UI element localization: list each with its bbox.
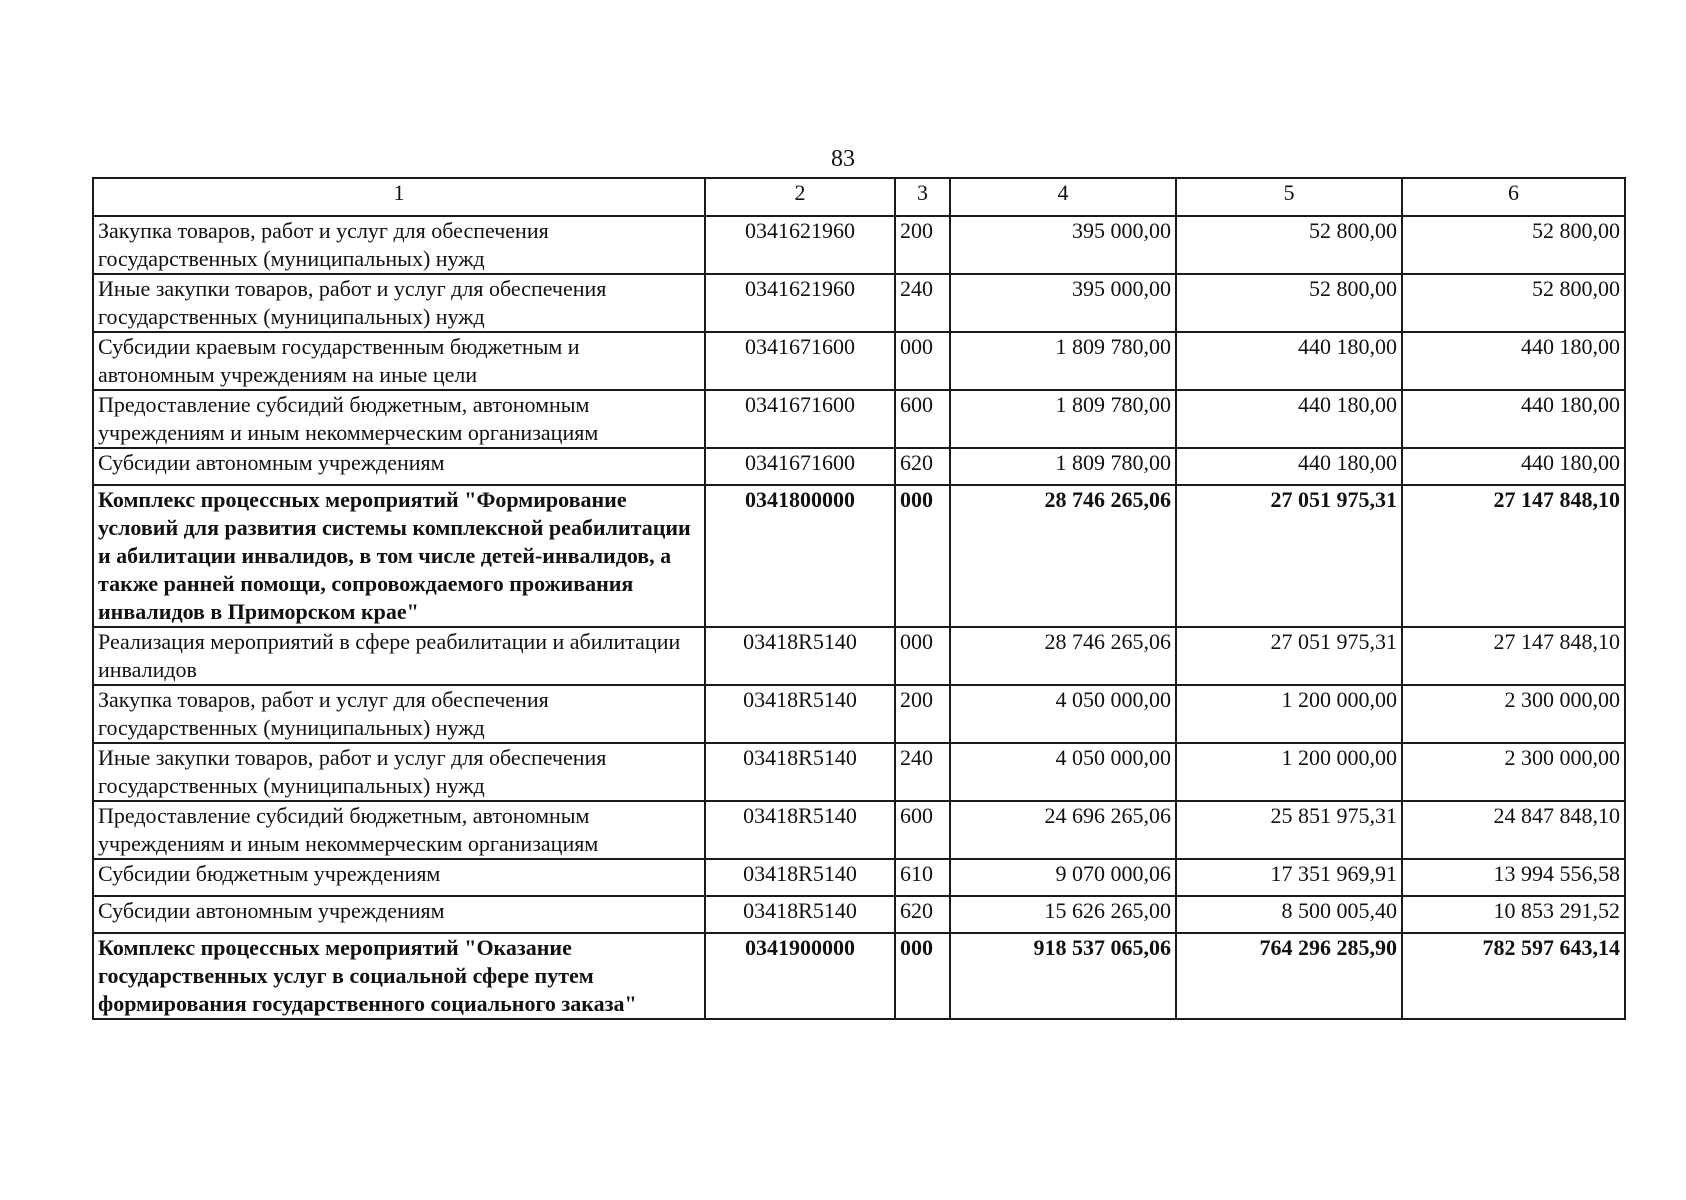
row-value-5: 440 180,00 <box>1176 448 1402 485</box>
row-value-4: 28 746 265,06 <box>950 627 1176 685</box>
row-type: 000 <box>895 933 950 1019</box>
row-value-6: 10 853 291,52 <box>1402 896 1625 933</box>
row-name: Иные закупки товаров, работ и услуг для обеспечения государственных (муниципальных) нужд <box>93 274 705 332</box>
row-value-5: 52 800,00 <box>1176 216 1402 274</box>
row-name: Субсидии автономным учреждениям <box>93 448 705 485</box>
row-name: Закупка товаров, работ и услуг для обеспечения государственных (муниципальных) нужд <box>93 216 705 274</box>
row-value-6: 2 300 000,00 <box>1402 743 1625 801</box>
header-cell: 1 <box>93 178 705 216</box>
row-code: 03418R5140 <box>705 685 895 743</box>
row-value-6: 782 597 643,14 <box>1402 933 1625 1019</box>
row-value-6: 440 180,00 <box>1402 390 1625 448</box>
row-name: Субсидии краевым государственным бюджетным и автономным учреждениям на иные цели <box>93 332 705 390</box>
header-cell: 2 <box>705 178 895 216</box>
row-value-5: 1 200 000,00 <box>1176 743 1402 801</box>
table-row <box>93 859 1625 896</box>
row-type: 000 <box>895 627 950 685</box>
row-value-4: 24 696 265,06 <box>950 801 1176 859</box>
row-value-6: 24 847 848,10 <box>1402 801 1625 859</box>
row-value-6: 27 147 848,10 <box>1402 627 1625 685</box>
row-name: Предоставление субсидий бюджетным, автономным учреждениям и иным некоммерческим организациям <box>93 390 705 448</box>
row-value-6: 13 994 556,58 <box>1402 859 1625 896</box>
row-value-5: 764 296 285,90 <box>1176 933 1402 1019</box>
row-value-4: 395 000,00 <box>950 274 1176 332</box>
table-row <box>93 332 1625 390</box>
row-name: Субсидии бюджетным учреждениям <box>93 859 705 896</box>
table-row <box>93 896 1625 933</box>
row-type: 240 <box>895 743 950 801</box>
row-name: Комплекс процессных мероприятий "Формирование условий для развития системы комплексной реабилитации и абилитации инвалидов, в том числе детей-инвалидов, а также ранней помощи, сопровождаемого проживания инвалидов в Приморском крае" <box>93 485 705 627</box>
row-name: Закупка товаров, работ и услуг для обеспечения государственных (муниципальных) нужд <box>93 685 705 743</box>
row-code: 0341671600 <box>705 448 895 485</box>
table-row <box>93 448 1625 485</box>
table-header-row <box>93 178 1625 216</box>
row-value-4: 15 626 265,00 <box>950 896 1176 933</box>
row-code: 0341621960 <box>705 216 895 274</box>
row-value-5: 27 051 975,31 <box>1176 627 1402 685</box>
row-name: Субсидии автономным учреждениям <box>93 896 705 933</box>
row-code: 0341800000 <box>705 485 895 627</box>
row-name: Реализация мероприятий в сфере реабилитации и абилитации инвалидов <box>93 627 705 685</box>
row-value-4: 1 809 780,00 <box>950 390 1176 448</box>
header-cell: 3 <box>895 178 950 216</box>
row-value-5: 440 180,00 <box>1176 332 1402 390</box>
row-value-5: 440 180,00 <box>1176 390 1402 448</box>
page-number: 83 <box>831 146 855 172</box>
row-name: Предоставление субсидий бюджетным, автономным учреждениям и иным некоммерческим организациям <box>93 801 705 859</box>
row-value-5: 17 351 969,91 <box>1176 859 1402 896</box>
row-type: 620 <box>895 896 950 933</box>
row-value-6: 440 180,00 <box>1402 332 1625 390</box>
table-row <box>93 274 1625 332</box>
table-row-section <box>93 485 1625 627</box>
table-row <box>93 216 1625 274</box>
row-value-5: 1 200 000,00 <box>1176 685 1402 743</box>
row-code: 0341900000 <box>705 933 895 1019</box>
row-code: 03418R5140 <box>705 627 895 685</box>
row-type: 000 <box>895 332 950 390</box>
row-type: 600 <box>895 390 950 448</box>
row-value-6: 52 800,00 <box>1402 216 1625 274</box>
row-value-4: 4 050 000,00 <box>950 685 1176 743</box>
row-value-4: 918 537 065,06 <box>950 933 1176 1019</box>
table-row <box>93 801 1625 859</box>
row-name: Иные закупки товаров, работ и услуг для обеспечения государственных (муниципальных) нужд <box>93 743 705 801</box>
row-name: Комплекс процессных мероприятий "Оказание государственных услуг в социальной сфере путем формирования государственного социального заказа" <box>93 933 705 1019</box>
header-cell: 4 <box>950 178 1176 216</box>
table-row <box>93 390 1625 448</box>
table-row <box>93 743 1625 801</box>
row-value-4: 395 000,00 <box>950 216 1176 274</box>
row-code: 03418R5140 <box>705 743 895 801</box>
row-type: 610 <box>895 859 950 896</box>
row-value-4: 28 746 265,06 <box>950 485 1176 627</box>
row-value-5: 25 851 975,31 <box>1176 801 1402 859</box>
row-type: 240 <box>895 274 950 332</box>
row-value-6: 27 147 848,10 <box>1402 485 1625 627</box>
row-type: 200 <box>895 685 950 743</box>
row-code: 0341671600 <box>705 390 895 448</box>
header-cell: 5 <box>1176 178 1402 216</box>
row-value-6: 440 180,00 <box>1402 448 1625 485</box>
row-value-4: 9 070 000,06 <box>950 859 1176 896</box>
row-type: 200 <box>895 216 950 274</box>
row-code: 0341621960 <box>705 274 895 332</box>
row-value-5: 8 500 005,40 <box>1176 896 1402 933</box>
row-value-5: 52 800,00 <box>1176 274 1402 332</box>
row-type: 620 <box>895 448 950 485</box>
row-value-4: 1 809 780,00 <box>950 332 1176 390</box>
header-cell: 6 <box>1402 178 1625 216</box>
row-value-4: 4 050 000,00 <box>950 743 1176 801</box>
table-row-section <box>93 933 1625 1019</box>
row-type: 000 <box>895 485 950 627</box>
row-code: 03418R5140 <box>705 896 895 933</box>
row-code: 03418R5140 <box>705 859 895 896</box>
row-type: 600 <box>895 801 950 859</box>
table-row <box>93 685 1625 743</box>
table-row <box>93 627 1625 685</box>
row-code: 03418R5140 <box>705 801 895 859</box>
row-value-4: 1 809 780,00 <box>950 448 1176 485</box>
row-code: 0341671600 <box>705 332 895 390</box>
row-value-5: 27 051 975,31 <box>1176 485 1402 627</box>
budget-table <box>92 177 1626 1020</box>
row-value-6: 2 300 000,00 <box>1402 685 1625 743</box>
row-value-6: 52 800,00 <box>1402 274 1625 332</box>
